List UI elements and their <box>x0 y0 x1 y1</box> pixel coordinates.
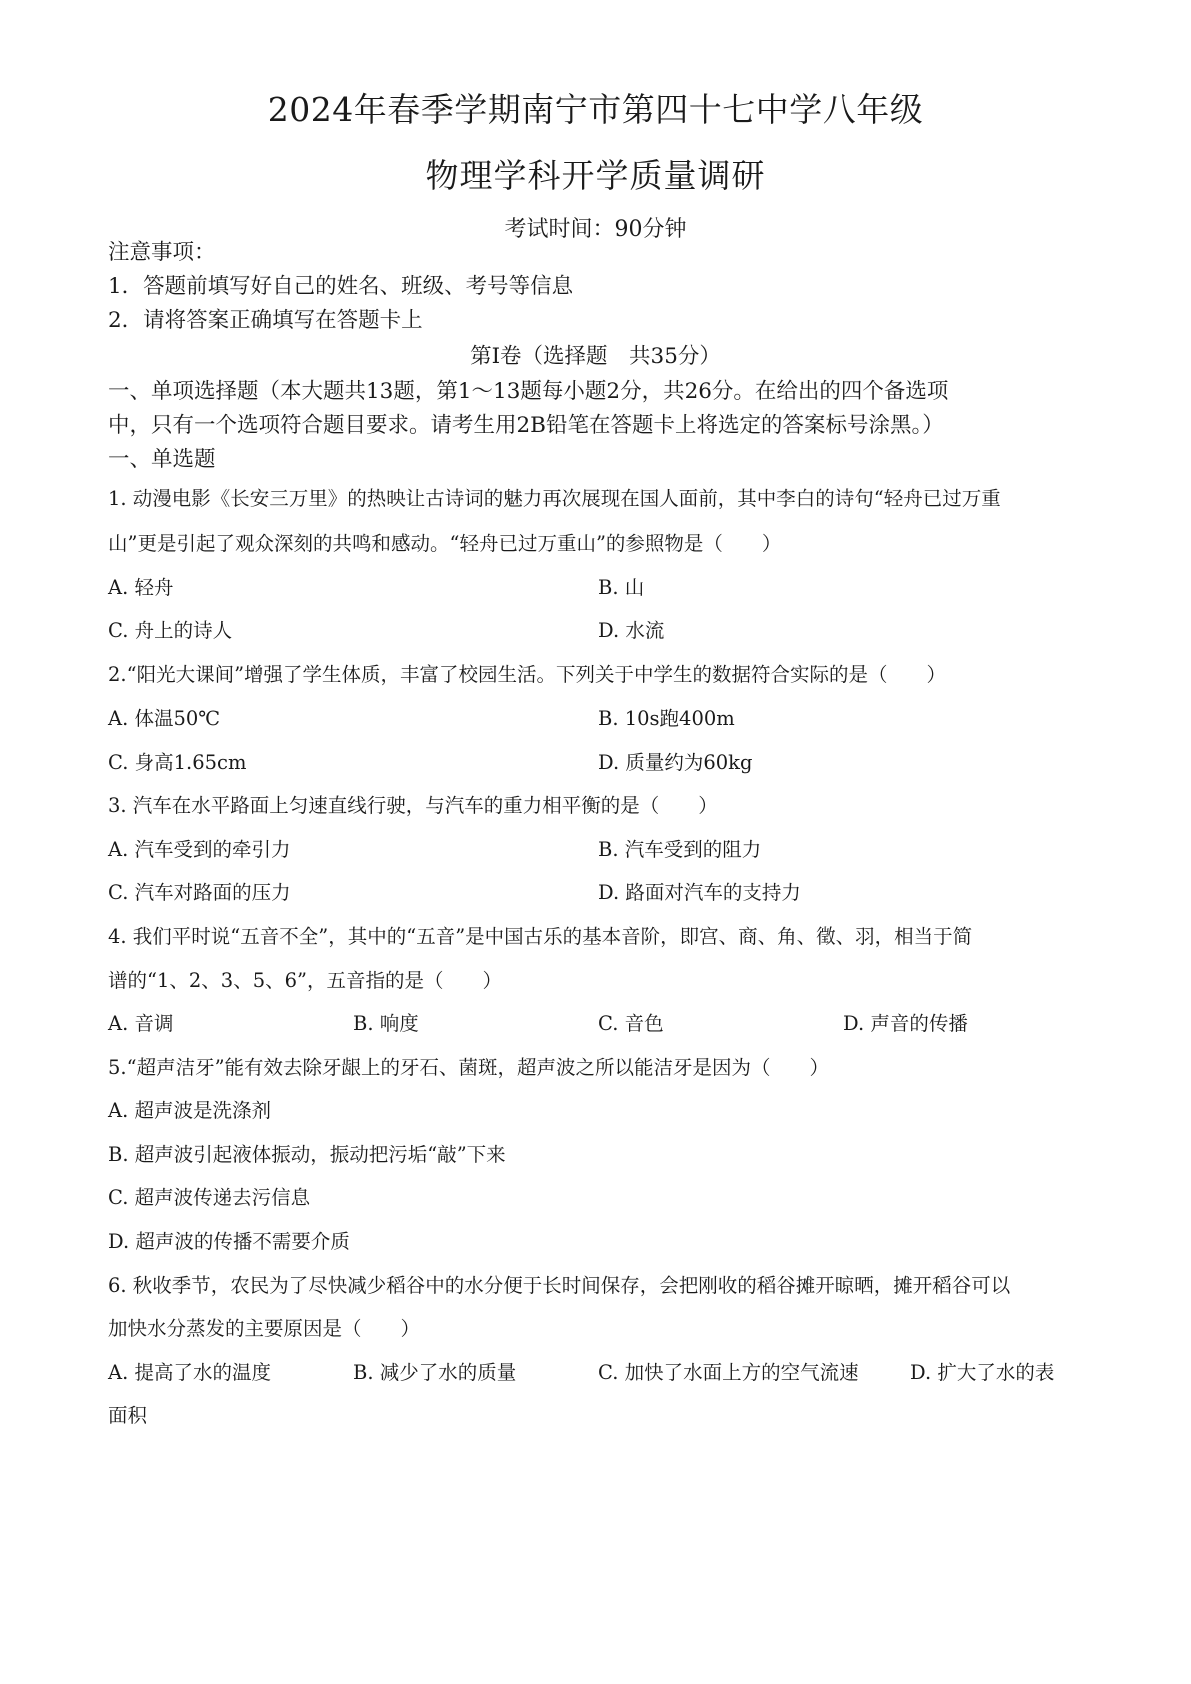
q5-option-b: B. 超声波引起液体振动，振动把污垢“敲”下来 <box>108 1143 506 1166</box>
q4-option-b: B. 响度 <box>353 1012 419 1035</box>
q6-option-d-line1: D. 扩大了水的表 <box>910 1361 1055 1384</box>
q6-option-c: C. 加快了水面上方的空气流速 <box>598 1361 859 1384</box>
section-instructions-line2: 中，只有一个选项符合题目要求。请考生用2B铅笔在答题卡上将选定的答案标号涂黑。） <box>108 413 944 438</box>
volume-title: 第Ⅰ卷（选择题 共35分） <box>470 344 721 369</box>
q4-option-c: C. 音色 <box>598 1012 664 1035</box>
q6-option-b: B. 减少了水的质量 <box>353 1361 517 1384</box>
q6-option-a: A. 提高了水的温度 <box>108 1361 271 1384</box>
q6-stem-line2: 加快水分蒸发的主要原因是（ ） <box>108 1317 421 1340</box>
q2-option-c: C. 身高1.65cm <box>108 751 247 774</box>
q1-option-b: B. 山 <box>598 576 645 599</box>
q4-stem-line2: 谱的“1、2、3、5、6”，五音指的是（ ） <box>108 969 502 992</box>
q4-stem-line1: 4. 我们平时说“五音不全”，其中的“五音”是中国古乐的基本音阶，即宫、商、角、徵、羽，相当于简 <box>108 925 973 948</box>
q2-option-b: B. 10s跑400m <box>598 707 735 730</box>
q2-option-d: D. 质量约为60kg <box>598 751 753 774</box>
q5-option-d: D. 超声波的传播不需要介质 <box>108 1230 350 1253</box>
q3-option-b: B. 汽车受到的阻力 <box>598 838 762 861</box>
q5-stem-line1: 5.“超声洁牙”能有效去除牙龈上的牙石、菌斑，超声波之所以能洁牙是因为（ ） <box>108 1056 830 1079</box>
section-subheading: 一、单选题 <box>108 447 216 472</box>
q3-option-a: A. 汽车受到的牵引力 <box>108 838 291 861</box>
q1-stem-line2: 山”更是引起了观众深刻的共鸣和感动。“轻舟已过万重山”的参照物是（ ） <box>108 532 782 555</box>
q1-option-c: C. 舟上的诗人 <box>108 619 233 642</box>
q3-stem-line1: 3. 汽车在水平路面上匀速直线行驶，与汽车的重力相平衡的是（ ） <box>108 794 718 817</box>
exam-title-line2: 物理学科开学质量调研 <box>425 156 766 195</box>
q2-stem-line1: 2.“阳光大课间”增强了学生体质，丰富了校园生活。下列关于中学生的数据符合实际的是（ ） <box>108 663 947 686</box>
notes-item-1: 1．答题前填写好自己的姓名、班级、考号等信息 <box>108 274 574 299</box>
q3-option-c: C. 汽车对路面的压力 <box>108 881 291 904</box>
section-instructions-line1: 一、单项选择题（本大题共13题，第1～13题每小题2分，共26分。在给出的四个备选项 <box>108 379 949 404</box>
q1-option-d: D. 水流 <box>598 619 665 642</box>
q1-stem-line1: 1. 动漫电影《长安三万里》的热映让古诗词的魅力再次展现在国人面前，其中李白的诗句“轻舟已过万重 <box>108 487 1001 510</box>
q4-option-a: A. 音调 <box>108 1012 174 1035</box>
q5-option-c: C. 超声波传递去污信息 <box>108 1186 311 1209</box>
q4-option-d: D. 声音的传播 <box>843 1012 968 1035</box>
q6-option-d-line2: 面积 <box>108 1404 148 1427</box>
q1-option-a: A. 轻舟 <box>108 576 174 599</box>
q5-option-a: A. 超声波是洗涤剂 <box>108 1099 271 1122</box>
notes-item-2: 2．请将答案正确填写在答题卡上 <box>108 308 423 333</box>
notes-heading: 注意事项： <box>108 240 216 265</box>
q6-stem-line1: 6. 秋收季节，农民为了尽快减少稻谷中的水分便于长时间保存，会把刚收的稻谷摊开晾晒，摊开稻谷可以 <box>108 1274 1011 1297</box>
q3-option-d: D. 路面对汽车的支持力 <box>598 881 801 904</box>
exam-title-line1: 2024年春季学期南宁市第四十七中学八年级 <box>267 90 924 129</box>
q2-option-a: A. 体温50℃ <box>108 707 221 730</box>
exam-time: 考试时间：90分钟 <box>504 217 687 242</box>
